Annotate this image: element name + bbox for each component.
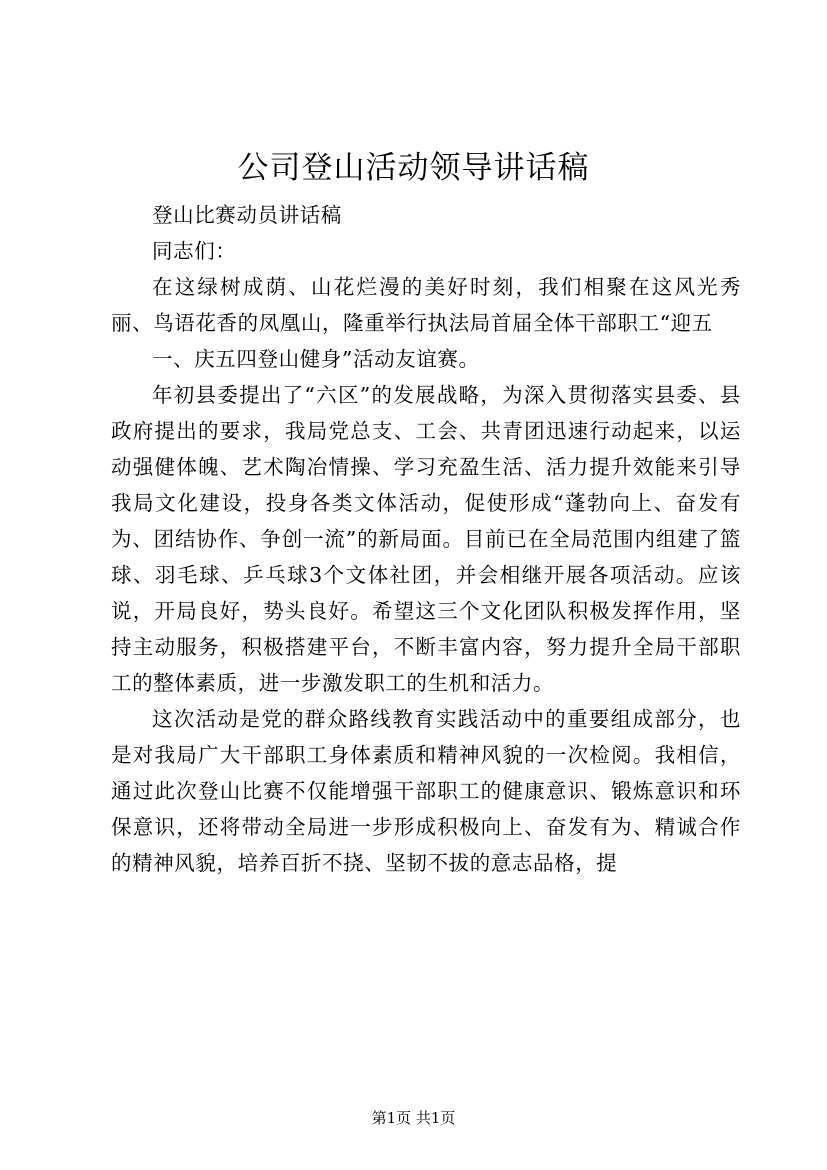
paragraph-section-one: 一、庆五四登山健身”活动友谊赛。 xyxy=(152,347,480,371)
paragraph-opening: 在这绿树成荫、山花烂漫的美好时刻，我们相聚在这风光秀丽、鸟语花香的凤凰山，隆重举行执法局首届全体干部职工“迎五 xyxy=(111,275,741,335)
document-body xyxy=(111,197,741,881)
paragraph-strategy: 年初县委提出了“六区”的发展战略，为深入贯彻落实县委、县政府提出的要求，我局党总支、工会、共青团迅速行动起来，以运动强健体魄、艺术陶冶情操、学习充盈生活、活力提升效能来引导我局文化建设，投身各类文体活动，促使形成“蓬勃向上、奋发有为、团结协作、争创一流”的新局面。目前已在全局范围内组建了篮球、羽毛球、乒乓球3个文体社团，并会相继开展各项活动。应该说，开局良好，势头良好。希望这三个文化团队积极发挥作用，坚持主动服务，积极搭建平台，不断丰富内容，努力提升全局干部职工的整体素质，进一步激发职工的生机和活力。 xyxy=(111,383,741,695)
paragraph-activity: 这次活动是党的群众路线教育实践活动中的重要组成部分，也是对我局广大干部职工身体素质和精神风貌的一次检阅。我相信，通过此次登山比赛不仅能增强干部职工的健康意识、锻炼意识和环保意识，还将带动全局进一步形成积极向上、奋发有为、精诚合作的精神风貌，培养百折不挠、坚韧不拔的意志品格，提 xyxy=(111,707,741,875)
page-number-label: 第1页 共1页 xyxy=(371,1109,456,1127)
document-title: 公司登山活动领导讲话稿 xyxy=(237,150,590,186)
paragraph-subtitle: 登山比赛动员讲话稿 xyxy=(152,203,342,227)
page-footer xyxy=(0,1108,827,1128)
paragraph-salutation: 同志们： xyxy=(152,239,237,263)
